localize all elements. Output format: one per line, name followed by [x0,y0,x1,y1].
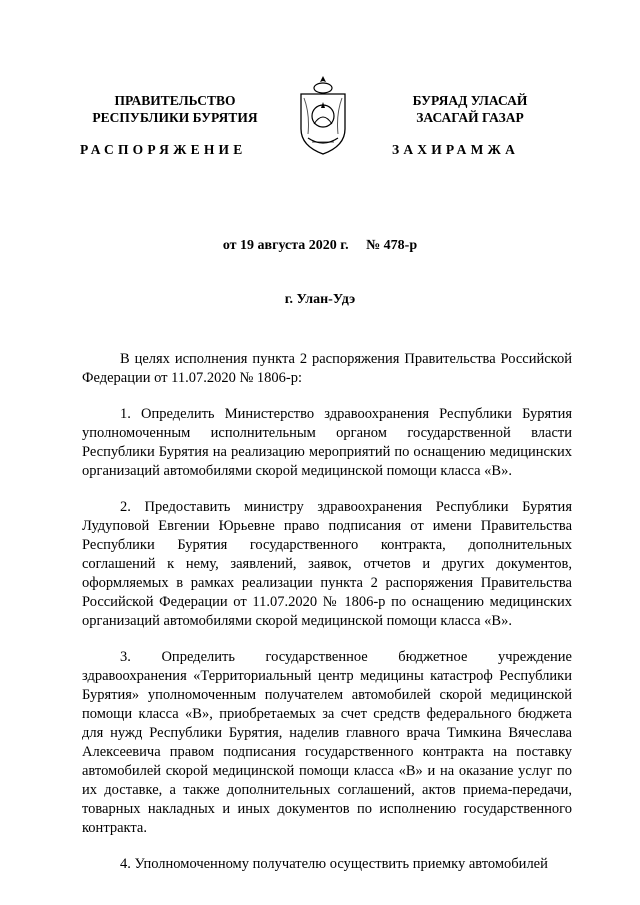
header-left-line1: ПРАВИТЕЛЬСТВО [114,93,236,108]
order-title-right: ЗАХИРАМЖА [392,142,520,157]
header-right-line1: БУРЯАД УЛАСАЙ [412,93,528,108]
document-city: г. Улан-Удэ [284,292,356,307]
coat-of-arms-icon [298,74,348,156]
item-1-paragraph: 1. Определить Министерство здравоохранения Республики Бурятия уполномоченным исполнительным органом государственной власти Республики Бурятия на реализацию мероприятий по оснащению медицинских организаций автомобилями скорой медицинской помощи класса «В». [82,406,572,479]
header-right-line2: ЗАСАГАЙ ГАЗАР [416,110,524,125]
document-number: № 478-р [366,238,418,253]
item-2-paragraph: 2. Предоставить министру здравоохранения Республики Бурятия Лудуповой Евгении Юрьевне право подписания от имени Правительства Республики Бурятия государственного контракта, дополнительных соглашений к нему, заявлений, заявок, отчетов и других документов, оформляемых в рамках реализации пункта 2 распоряжения Правительства Российской Федерации от 11.07.2020 № 1806-р по оснащению медицинских организаций автомобилями скорой медицинской помощи класса «В». [82,499,572,629]
item-4-paragraph: 4. Уполномоченному получателю осуществить приемку автомобилей [120,856,548,872]
document-date-line [0,238,640,254]
document-body [82,350,572,891]
item-3-paragraph: 3. Определить государственное бюджетное учреждение здравоохранения «Территориальный центр медицины катастроф Республики Бурятия» уполномоченным получателем автомобилей скорой медицинской помощи класса «В», приобретаемых за счет средств федерального бюджета для нужд Республики Бурятия, наделив главного врача Тимкина Вячеслава Алексеевича правом подписания государственного контракта на поставку автомобилей скорой медицинской помощи класса «В» и на оказание услуг по их доставке, а также дополнительных соглашений, актов приема-передачи, товарных накладных и иных документов по исполнению государственного контракта. [82,649,572,836]
header-left-line2: РЕСПУБЛИКИ БУРЯТИЯ [92,110,258,125]
order-title-left: РАСПОРЯЖЕНИЕ [80,142,247,157]
header-left [70,92,280,126]
intro-paragraph: В целях исполнения пункта 2 распоряжения Правительства Российской Федерации от 11.07.2020 № 1806-р: [82,351,572,386]
header-right [365,92,575,126]
document-date: от 19 августа 2020 г. [222,238,349,253]
